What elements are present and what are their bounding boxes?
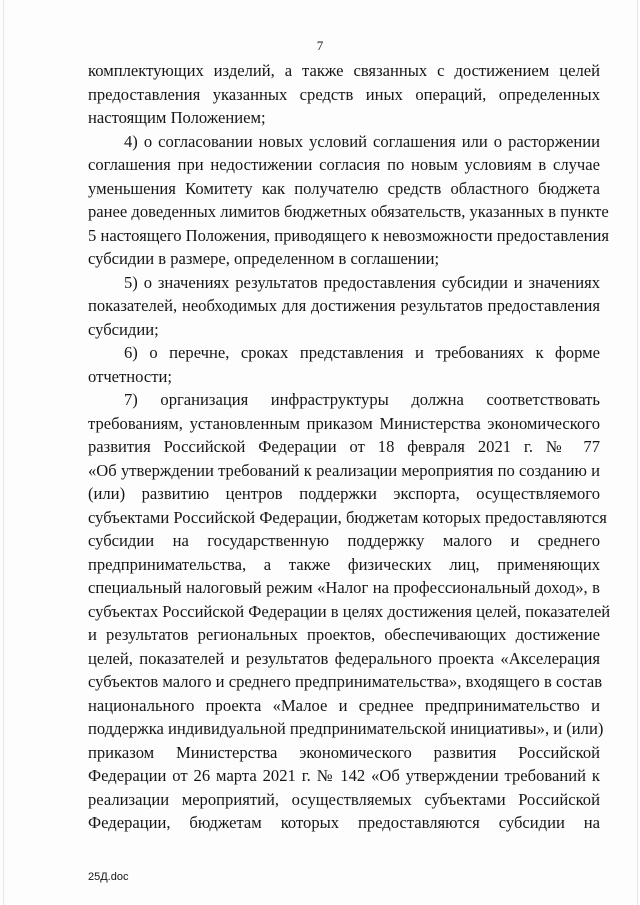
scan-edge-left <box>3 0 4 905</box>
text-line: Федерации от 26 марта 2021 г. № 142 «Об утверждении требований к <box>88 766 600 785</box>
text-line: комплектующих изделий, а также связанных с достижением целей <box>88 61 600 80</box>
document-body <box>88 59 611 835</box>
text-line: субсидии в размере, определенном в соглашении; <box>88 249 440 268</box>
text-line: 7) организация инфраструктуры должна соответствовать <box>124 390 600 409</box>
text-line: 5) о значениях результатов предоставления субсидии и значениях <box>124 272 600 292</box>
text-line: субъектами Российской Федерации, бюджетам которых предоставляются <box>88 507 607 527</box>
text-line: 4) о согласовании новых условий соглашения или о расторжении <box>124 131 600 151</box>
text-line: поддержка индивидуальной предпринимательской инициативы», и (или) <box>88 719 604 738</box>
text-line: специальный налоговый режим «Налог на профессиональный доход», в <box>88 578 600 597</box>
text-line: предоставления указанных средств иных операций, определенных <box>88 84 600 104</box>
text-line: «Об утверждении требований к реализации мероприятия по созданию и <box>88 460 600 480</box>
page-number: 7 <box>316 38 324 53</box>
text-line: субъектов малого и среднего предпринимательства», входящего в состав <box>88 672 603 691</box>
text-line: уменьшения Комитету как получателю средств областного бюджета <box>88 178 600 198</box>
text-line: субъектах Российской Федерации в целях достижения целей, показателей <box>88 601 611 621</box>
text-line: Федерации, бюджетам которых предоставляются субсидии на <box>88 813 600 832</box>
scan-edge-right <box>637 0 638 905</box>
text-line: приказом Министерства экономического развития Российской <box>88 742 600 762</box>
text-line: предпринимательства, а также физических лиц, применяющих <box>88 554 600 574</box>
text-line: субсидии на государственную поддержку малого и среднего <box>88 531 600 550</box>
text-line: реализации мероприятий, осуществляемых субъектами Российской <box>88 789 600 809</box>
text-line: соглашения при недостижении согласия по новым условиям в случае <box>88 155 600 174</box>
file-name-footer: 25Д.doc <box>88 871 129 883</box>
text-line: развития Российской Федерации от 18 февраля 2021 г. № 77 <box>88 437 600 456</box>
text-line: и результатов региональных проектов, обеспечивающих достижение <box>88 625 600 644</box>
text-line: настоящим Положением; <box>88 108 266 127</box>
text-line: ранее доведенных лимитов бюджетных обязательств, указанных в пункте <box>88 202 609 221</box>
text-line: требованиям, установленным приказом Министерства экономического <box>88 413 600 433</box>
text-line: 6) о перечне, сроках представления и требованиях к форме <box>124 343 600 362</box>
text-line: показателей, необходимых для достижения результатов предоставления <box>88 296 600 315</box>
text-line: отчетности; <box>88 366 172 386</box>
text-line: (или) развитию центров поддержки экспорта, осуществляемого <box>88 484 600 503</box>
text-line: национального проекта «Малое и среднее предпринимательство и <box>88 695 600 715</box>
text-line: 5 настоящего Положения, приводящего к невозможности предоставления <box>88 225 610 245</box>
text-line: субсидии; <box>88 319 159 339</box>
text-line: целей, показателей и результатов федерального проекта «Акселерация <box>88 648 600 668</box>
